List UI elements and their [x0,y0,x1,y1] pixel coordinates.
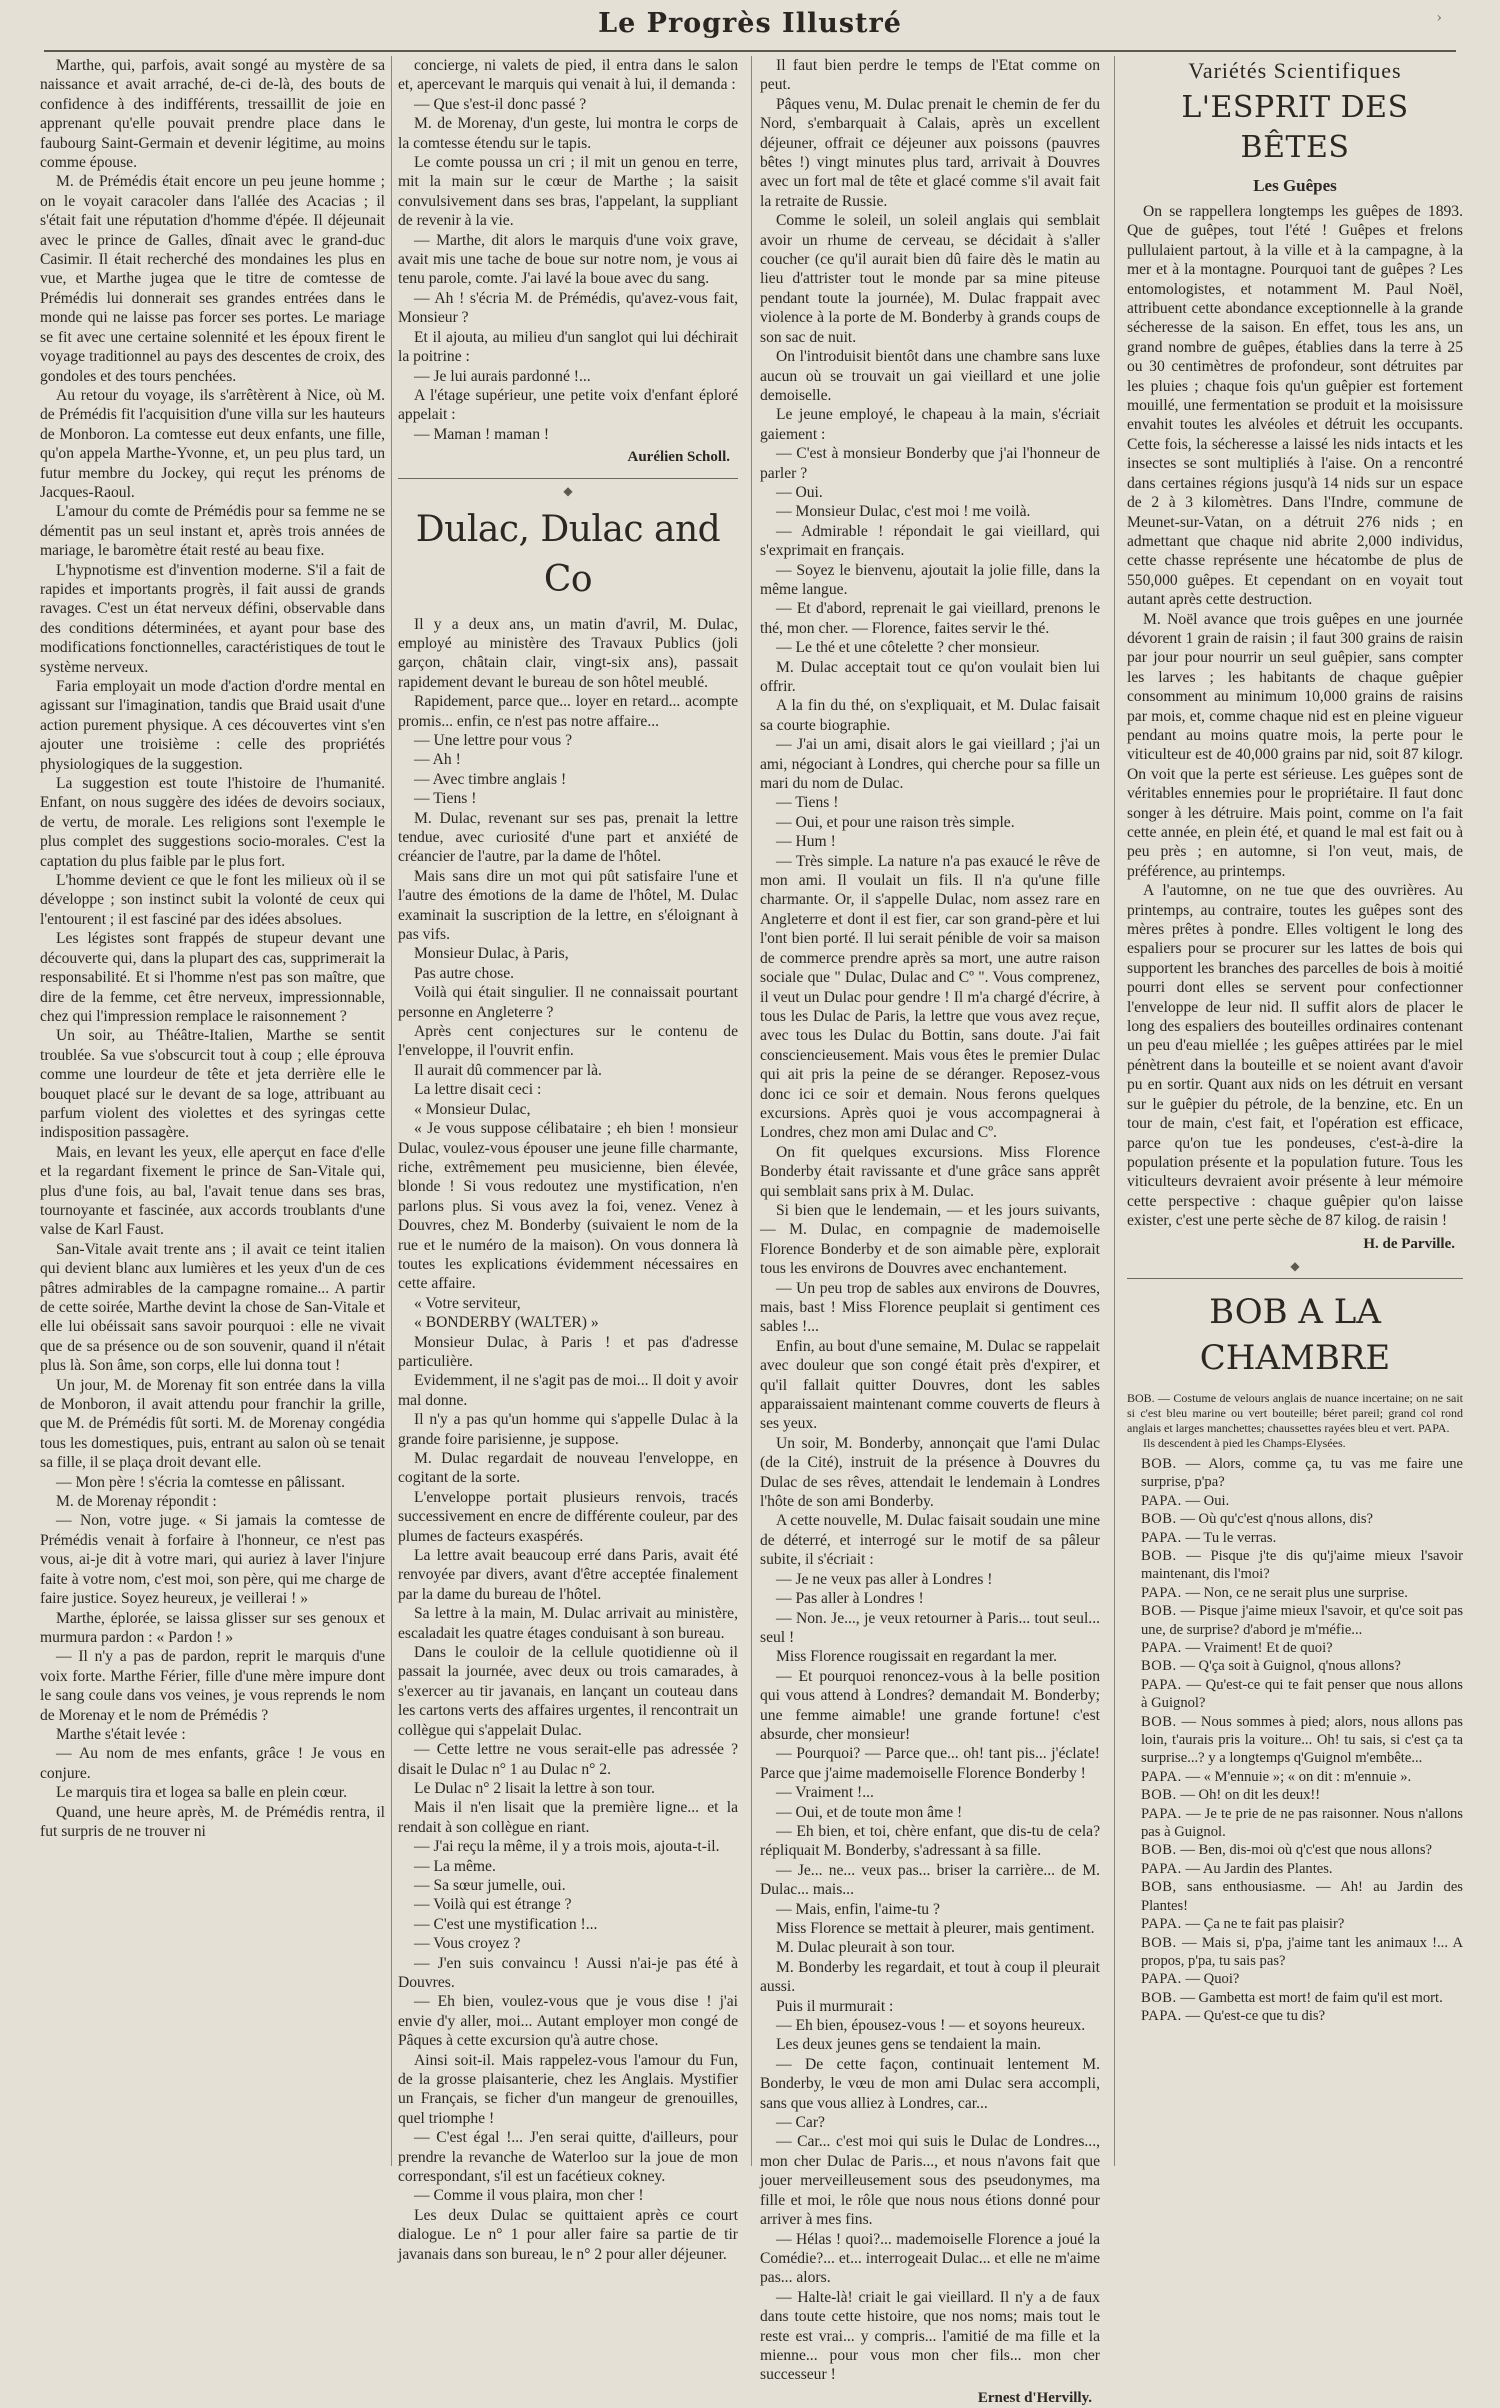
paragraph: — Avec timbre anglais ! [414,770,567,788]
dialogue-text: — Qu'est-ce que tu dis? [1185,2008,1326,2025]
paragraph: Le jeune employé, le chapeau à la main, s'écriait gaiement : [760,406,1100,443]
speaker: PAPA. [1141,1768,1182,1785]
dialogue-line [1127,1676,1463,1713]
dialogue-text: — Qu'est-ce qui te fait penser que nous allons à Guignol? [1141,1676,1463,1712]
dialogue-line [1127,1547,1463,1584]
speaker: BOB. [1141,1787,1177,1804]
dialogue-text: — « M'ennuie »; « on dit : m'ennuie ». [1185,1768,1412,1785]
speaker: PAPA. [1141,1492,1182,1509]
paragraph: M. Dulac regardait de nouveau l'enveloppe, en cogitant de la sorte. [398,1450,738,1487]
dialogue-text: — Gambetta est mort! de faim qu'il est mort. [1180,1989,1443,2006]
paragraph: — J'ai reçu la même, il y a trois mois, ajouta-t-il. [414,1838,720,1856]
paragraph: — Cette lettre ne vous serait-elle pas adressée ? disait le Dulac n° 1 au Dulac n° 2. [398,1741,738,1778]
section-rule [398,478,738,479]
paragraph: « Je vous suppose célibataire ; eh bien ! monsieur Dulac, voulez-vous épouser une jeune fille charmante, riche, extrêmement peu musicienne, bien élevée, blonde ! Si vous redoutez une mystification, n'en parlons plus. Si vous avez la foi, venez. Venez à Douvres, chez M. Bonderby (suivaient le nom de la rue et le numéro de la maison). On vous donnera là toutes les explications évidemment nécessaires en cette affaire. [398,1120,738,1293]
paragraph: Enfin, au bout d'une semaine, M. Dulac se rappelait avec douleur que son congé était près d'expirer, et qu'il fallait quitter Douvres, dont les sables apparaissaient maintenant comme couverts de fleurs à ses yeux. [760,1337,1100,1433]
paragraph: Un jour, M. de Morenay fit son entrée dans la villa de Monboron, il avait attendu pour franchir la grille, que M. de Prémédis fût sorti. M. de Morenay congédia tous les domestiques, puis, entrant au salon où se tenait sa fille, il se plaça droit devant elle. [40,1376,385,1472]
paragraph: — Pourquoi? — Parce que... oh! tant pis... j'éclate! Parce que j'aime mademoiselle Florence Bonderby ! [760,1745,1100,1782]
dialogue-line [1127,1639,1463,1657]
paragraph: « Monsieur Dulac, [414,1100,531,1118]
speaker: BOB. [1141,1934,1177,1951]
paragraph: Il faut bien perdre le temps de l'Etat comme on peut. [760,57,1100,94]
paragraph: — C'est à monsieur Bonderby que j'ai l'honneur de parler ? [760,445,1100,482]
dialogue-text: — Pisque j'te dis qu'j'aime mieux l'savoir maintenant, dis l'moi? [1141,1547,1463,1583]
speaker: PAPA. [1141,1860,1182,1877]
paragraph: L'amour du comte de Prémédis pour sa femme ne se démentit pas un seul instant et, après trois années de mariage, le baromètre était resté au beau fixe. [40,503,385,560]
paragraph: Il n'y a pas qu'un homme qui s'appelle Dulac à la grande foire parisienne, je suppose. [398,1411,738,1448]
dialogue-line [1127,1529,1463,1547]
paragraph: — Ah ! [414,751,461,769]
paragraph: L'hypnotisme est d'invention moderne. S'il a fait de rapides et importants progrès, il fait aussi de grands ravages. C'est un état nerveux défini, observable dans des conditions déterminées, et ayant pour base des modifications fonctionnelles, caractéristiques de tout le système nerveux. [40,561,385,676]
column-2 [398,56,738,2263]
paragraph: — J'ai un ami, disait alors le gai vieillard ; j'ai un ami, négociant à Londres, qui cherche pour sa fille un mari du nom de Dulac. [760,736,1100,793]
paragraph: Un soir, M. Bonderby, annonçait que l'ami Dulac (de la Cité), instruit de la présence à Douvres du Dulac de ses rêves, attendait le lendemain à Londres l'hôte de son ami Bonderby. [760,1434,1100,1511]
paragraph: M. de Prémédis était encore un peu jeune homme ; on le voyait caracoler dans l'allée des Acacias ; il s'était fait une réputation d'homme d'épée. Il déjeunait avec le prince de Galles, dînait avec le grand-duc Casimir. Il était recherché des mondaines les plus en vue, et Marthe jugea que le titre de comtesse de Prémédis lui donnerait ses grandes entrées dans le monde qui ne laisse pas forcer ses portes. Le mariage se fit avec une certaine solennité et les époux firent le voyage traditionnel au pays des descentes de croix, des gondoles et des tours penchées. [40,173,385,385]
paragraph: — Eh bien, voulez-vous que je vous dise ! j'ai envie d'y aller, moi... Autant employer mon congé de Pâques à cette excursion qu'à autre chose. [398,1993,738,2050]
paragraph: Le comte poussa un cri ; il mit un genou en terre, mit la main sur le cœur de Marthe ; la saisit convulsivement dans ses bras, l'appelant, la suppliant de revenir à la vie. [398,154,738,230]
paragraph: Pâques venu, M. Dulac prenait le chemin de fer du Nord, s'embarquait à Calais, après un excellent déjeuner, offrait ce déjeuner aux poissons (pauvres bêtes !) vingt minutes plus tard, arrivait à Douvres avec un fort mal de tête et glacé comme s'il avait fait la retraite de Russie. [760,95,1100,210]
paragraph: Dans le couloir de la cellule quotidienne où il passait la journée, avec deux ou trois camarades, à s'exercer au tir javanais, en lançant un couteau dans les cartons verts des affaires urgentes, il rencontrait un collègue qui s'appelait Dulac. [398,1644,738,1739]
column-rule [391,56,392,2166]
paragraph: Au retour du voyage, ils s'arrêtèrent à Nice, où M. de Prémédis fit l'acquisition d'une villa sur les hauteurs de Monboron. La comtesse eut deux enfants, une fille, qu'on appela Marthe-Yvonne, et, un peu plus tard, un futur membre du Jockey, qui reçut les prénoms de Jacques-Raoul. [40,386,385,501]
paragraph: — Comme il vous plaira, mon cher ! [414,2187,644,2205]
header-rule [44,50,1456,52]
paragraph: — Ah ! s'écria M. de Prémédis, qu'avez-vous fait, Monsieur ? [398,289,738,327]
paragraph: Marthe, qui, parfois, avait songé au mystère de sa naissance et avait arraché, de-ci de-là, des bouts de confidence à des indifférents, tressaillit de joie en apprenant qu'elle pouvait prendre place dans le faubourg Saint-Germain et devenir légitime, au moins comme épouse. [40,57,385,172]
dialogue-line [1127,1805,1463,1842]
paragraph: Quand, une heure après, M. de Prémédis rentra, il fut surpris de ne trouver ni [40,1803,385,1840]
paragraph: — Mon père ! s'écria la comtesse en pâlissant. [56,1473,346,1491]
speaker: PAPA. [1141,1916,1182,1933]
speaker: BOB. [1141,1455,1177,1472]
paragraph: — Car? [776,2114,825,2132]
paragraph: — Maman ! maman ! [414,425,550,443]
paragraph: Ainsi soit-il. Mais rappelez-vous l'amour du Fun, de la grosse plaisanterie, chez les Anglais. Mystifier un Français, se ficher d'un mangeur de grenouilles, quel triomphe ! [398,2051,738,2127]
paragraph: — Voilà qui est étrange ? [414,1896,572,1914]
dialogue-text: — Pisque j'aime mieux l'savoir, et qu'ce soit pas une, de surprise? d'abord je m'méfie... [1141,1603,1463,1638]
dialogue-text: — Q'ça soit à Guignol, q'nous allons? [1180,1658,1401,1675]
dialogue-line [1127,1970,1463,1988]
paragraph: — Mais, enfin, l'aime-tu ? [776,1900,940,1918]
dialogue-text: — Tu le verras. [1185,1529,1277,1546]
paragraph: Et il ajouta, au milieu d'un sanglot qui lui déchirait la poitrine : [398,328,738,366]
paragraph: A cette nouvelle, M. Dulac faisait soudain une mine de déterré, et interrogé sur le motif de sa pâleur subite, il s'écriait : [760,1512,1100,1569]
paragraph: — Marthe, dit alors le marquis d'une voix grave, avait mis une tache de boue sur notre nom, je vous ai tenu parole, comte. J'ai lavé la boue avec du sang. [398,231,738,288]
masthead-title: Le Progrès Illustré [598,8,902,39]
dialogue-line [1127,1786,1463,1804]
dialogue-line [1127,1768,1463,1786]
paragraph: Marthe s'était levée : [56,1725,186,1743]
paragraph: Evidemment, il ne s'agit pas de moi... Il doit y avoir mal donne. [398,1372,738,1409]
dialogue [1127,1455,1463,2026]
bob-title: BOB A LA CHAMBRE [1199,1291,1391,1378]
paragraph: Les deux Dulac se quittaient après ce court dialogue. Le n° 1 pour aller faire sa partie de tir javanais dans son bureau, le n° 2 pour aller déjeuner. [398,2206,738,2263]
paragraph: — C'est une mystification !... [414,1915,598,1933]
dialogue-line [1127,1915,1463,1933]
speaker: PAPA. [1141,1640,1182,1656]
paragraph: M. de Morenay, d'un geste, lui montra le corps de la comtesse étendu sur le tapis. [398,115,738,152]
speaker: PAPA. [1141,1805,1182,1822]
dialogue-text: — Quoi? [1185,1971,1240,1988]
paragraph: Les légistes sont frappés de stupeur devant une découverte qui, dans la plupart des cas, supprimerait la responsabilité. Et si l'homme n'est pas son maître, que dire de la femme, cet être nerveux, impressionnable, chez qui l'impression remplace le raisonnement ? [40,930,385,1025]
paragraph: — Sa sœur jumelle, oui. [414,1876,566,1894]
dialogue-text: — Ça ne te fait pas plaisir? [1185,1916,1345,1933]
paragraph: A l'étage supérieur, une petite voix d'enfant éploré appelait : [398,386,738,424]
paragraph: — Une lettre pour vous ? [414,731,573,749]
paragraph: M. de Morenay répondit : [56,1493,217,1511]
page-mark: › [1436,10,1442,26]
paragraph: M. Bonderby les regardait, et tout à coup il pleurait aussi. [760,1958,1100,1996]
paragraph: — Soyez le bienvenu, ajoutait la jolie fille, dans la même langue. [760,561,1100,598]
paragraph: — J'en suis convaincu ! Aussi n'ai-je pas été à Douvres. [398,1954,738,1991]
paragraph: M. Dulac pleurait à son tour. [776,1939,955,1957]
dialogue-text: — Je te prie de ne pas raisonner. Nous n'allons pas à Guignol. [1141,1805,1463,1841]
paragraph: — La même. [414,1857,496,1875]
ornament: ◆ [1290,1258,1300,1273]
paragraph: — De cette façon, continuait lentement M. Bonderby, le vœu de mon ami Dulac sera accompli, sans que vous alliez à Londres, car... [760,2055,1100,2112]
paragraph: — Vraiment !... [776,1784,874,1802]
paragraph: — Halte-là! criait le gai vieillard. Il n'y a de faux dans toute cette histoire, que nos noms; mais tout le reste est vrai... y compris... l'amitié de ma fille et la mienne... pour vous mon cher fils... mon cher successeur ! [760,2288,1100,2384]
speaker: PAPA. [1141,1676,1182,1693]
paragraph: Si bien que le lendemain, — et les jours suivants, — M. Dulac, en compagnie de mademoiselle Florence Bonderby et de son aimable père, explorait tous les environs de Douvres avec enchantement. [760,1201,1100,1278]
paragraph: Monsieur Dulac, à Paris, [414,945,569,963]
dialogue-text: — Alors, comme ça, tu vas me faire une surprise, p'pa? [1141,1455,1464,1491]
dialogue-line [1127,1713,1463,1768]
paragraph: — Oui. [776,483,823,501]
dialogue-line [1127,2007,1463,2025]
ornament: ◆ [563,483,573,498]
dialogue-text: — Oui. [1185,1492,1230,1509]
dialogue-line [1127,1878,1463,1915]
speaker: PAPA. [1141,2008,1182,2025]
speaker: BOB. [1141,1842,1177,1859]
paragraph: — Non. Je..., je veux retourner à Paris... tout seul... seul ! [760,1609,1100,1646]
paragraph: A l'automne, on ne tue que des ouvrières. Au printemps, au contraire, toutes les guêpes sont des mères prêtes à pondre. Elles voltigent le long des espaliers pour se procurer sur les lattes de bois qui supportent les branches des parcelles de bois à moitié pourri dont elles se servent pour confectionner l'enveloppe de leur nid. Il suffit alors de placer le long des espaliers des bouteilles ordinaires contenant un peu d'eau miellée ; les guêpes attirées par le miel pénètrent dans la bouteille et se noient avant d'avoir pu en sortir. Quant aux nids on les détruit en versant sur le guêpier du pétrole, de la benzine, etc. En un tour de main, c'est fait, et l'opération est efficace, parce qu'on tue les pondeuses, c'est-à-dire la population présente et la population future. Tous les viticulteurs devraient avoir présente à leur mémoire cette perspective : chaque guêpier qu'on laisse exister, c'est une perte sèche de 87 kilog. de raisin ! [1127,882,1463,1230]
paragraph: L'enveloppe portait plusieurs renvois, tracés successivement en encre de différente couleur, par des plumes de facteurs exaspérés. [398,1488,738,1545]
dialogue-line [1127,1510,1463,1528]
paragraph: « Votre serviteur, [414,1294,521,1312]
article-subtitle: Les Guêpes [1253,176,1337,195]
paragraph: — Oui, et de toute mon âme ! [776,1803,963,1821]
paragraph: — Il n'y a pas de pardon, reprit le marquis d'une voix forte. Marthe Férier, fille d'une mère impure dont le sang coule dans vos veines, je vous reprends le nom de Morenay et le nom de Prémédis ? [40,1648,385,1724]
dialogue-line [1127,1602,1463,1639]
paragraph: La suggestion est toute l'histoire de l'humanité. Enfant, on nous suggère des idées de devoirs sociaux, de vertu, de morale. Les religions sont l'exemple le plus complet des suggestions socio-morales. C'est la captation du plus faible par le plus fort. [40,775,385,870]
dulac-title: Dulac, Dulac and Co [415,508,721,600]
paragraph: Les deux jeunes gens se tendaient la main. [776,2036,1042,2054]
paragraph: — Très simple. La nature n'a pas exaucé le rêve de mon ami. Il voulait un fils. Il n'a qu'une fille charmante. Or, il s'appelle Dulac, nom assez rare en Angleterre et dont il est fier, car son grand-père et lui l'ont bien porté. Il lui serait pénible de voir sa maison de commerce prendre après sa mort, une autre raison sociale que " Dulac, Dulac and Cº ". Vous comprenez, il veut un Dulac pour gendre ! Il m'a chargé d'écrire, à tous les Dulac de Paris, la lettre que vous avez reçue, avec tous les Dulac du Bottin, sans doute. J'ai fait consciencieusement. Mais vous êtes le premier Dulac qui ait pris la peine de se déranger. Reposez-vous donc ici ce soir et demain. Nous ferons quelques excursions. Après quoi je vous accompagnerai à Londres, chez mon ami Dulac and Cº. [760,852,1100,1142]
paragraph: — Vous croyez ? [414,1935,521,1953]
paragraph: A la fin du thé, on s'expliquait, et M. Dulac faisait sa courte biographie. [760,697,1100,734]
article-title: L'ESPRIT DES BÊTES [1181,90,1409,165]
paragraph: — Eh bien, et toi, chère enfant, que dis-tu de cela? répliquait M. Bonderby, s'adressant à sa fille. [760,1822,1100,1860]
rubric-title: Variétés Scientifiques [1188,58,1402,83]
dialogue-line [1127,1841,1463,1859]
paragraph: — Tiens ! [414,790,477,808]
paragraph: — Au nom de mes enfants, grâce ! Je vous en conjure. [40,1745,385,1782]
paragraph: Sa lettre à la main, M. Dulac arrivait au ministère, escaladait les quatre étages conduisant à son bureau. [398,1605,738,1642]
paragraph: — Je lui aurais pardonné !... [414,367,591,385]
paragraph: Mais, en levant les yeux, elle aperçut en face d'elle et la regardant fixement le prince de San-Vitale qui, plus d'une fois, au bal, l'avait tenue dans ses bras, tournoyante et fascinée, aux accords troublants d'une valse de Karl Faust. [40,1143,385,1239]
paragraph: — Non, votre juge. « Si jamais la comtesse de Prémédis venait à forfaire à l'honneur, ce n'est pas vous, ai-je dit à votre mari, qui auriez à laver l'injure faite à votre nom, c'est moi, son père, qui me charge de faire justice. Soyez heureux, je veillerai ! » [40,1512,385,1608]
scholl-signature: Aurélien Scholl. [627,449,730,466]
dialogue-line [1127,1934,1463,1971]
dialogue-line [1127,1860,1463,1878]
speaker: BOB. [1141,1547,1177,1564]
paragraph: — Le thé et une côtelette ? cher monsieur. [776,639,1040,657]
paragraph: — Admirable ! répondait le gai vieillard, qui s'exprimait en français. [760,522,1100,560]
paragraph: — Hum ! [776,833,836,851]
dialogue-line [1127,1584,1463,1602]
paragraph: — Eh bien, épousez-vous ! — et soyons heureux. [776,2017,1086,2035]
dialogue-text: — Nous sommes à pied; alors, nous allons pas loin, t'aurais pris la voiture... Oh! tu sais, si c'est ça ta surprise...? y a longtemps q'Guignol m'embête... [1141,1713,1463,1767]
speaker: BOB, [1141,1879,1177,1896]
paragraph: — Et pourquoi renoncez-vous à la belle position qui vous attend à Londres? demandait M. Bonderby; une femme aimable! une grande fortune! c'est absurde, cher monsieur! [760,1667,1100,1743]
paragraph: Marthe, éplorée, se laissa glisser sur ses genoux et murmura pardon : « Pardon ! » [40,1609,385,1646]
paragraph: — Je ne veux pas aller à Londres ! [776,1570,993,1588]
paragraph: On se rappellera longtemps les guêpes de 1893. Que de guêpes, tout l'été ! Guêpes et frelons pullulaient partout, à la ville et à la campagne, à la mer et à la montagne. Pourquoi tant de guêpes ? Les entomologistes, et notamment M. Paul Noël, attribuent cette abondance exceptionnelle à la grande sécheresse de la saison. En effet, tous les ans, un grand nombre de guêpes, établies dans la terre à 25 ou 30 centimètres de profondeur, sont détruites par les pluies ; chaque fois qu'un guêpier est fortement mouillé, une fermentation se produit et la moisissure envahit toutes les alvéoles et détruit les occupants. Cette fois, la sécheresse a laissé les nids intacts et les insectes se sont multipliés à l'aise. On a rencontré dans certaines régions jusqu'à 14 nids sur un espace de 2 à 3 kilomètres. Dans l'Indre, commune de Meunet-sur-Vatan, on a détruit 276 nids ; en admettant que chaque nid abrite 2,000 individus, cette chasse représente une hécatombe de plus de 550,000 guêpes. Et cependant on en voyait tout autant après cette destruction. [1127,203,1463,609]
paragraph: — Car... c'est moi qui suis le Dulac de Londres..., mon cher Dulac de Paris..., et nous n'avons fait que jouer merveilleusement sous des pseudonymes, ma fille et moi, le rôle que nous nous étions donné pour arriver à mes fins. [760,2133,1100,2229]
paragraph: Rapidement, parce que... loyer en retard... acompte promis... enfin, ce n'est pas notre affaire... [398,693,738,730]
paragraph: — Tiens ! [776,794,839,812]
speaker: BOB. [1141,1989,1177,2006]
paragraph: Miss Florence rougissait en regardant la mer. [776,1648,1058,1666]
paragraph: San-Vitale avait trente ans ; il avait ce teint italien qui devient blanc aux lumières et les yeux d'un de ces pâtres admirables de la campagne romaine... A partir de cette soirée, Marthe devint la chose de San-Vitale et elle lui obéissait sans savoir pourquoi : elle ne vivait que de sa présence ou de son souvenir, quand il n'était plus là. Son âme, son corps, elle lui donna tout ! [40,1240,385,1375]
hervilly-signature: Ernest d'Hervilly. [977,2389,1092,2406]
column-3 [760,56,1100,2406]
paragraph: On fit quelques excursions. Miss Florence Bonderby était ravissante et d'une grâce sans apprêt qui semblait sans prix à M. Dulac. [760,1143,1100,1200]
stage-directions: Ils descendent à pied les Champs-Elysées. [1143,1435,1346,1450]
dialogue-text: sans enthousiasme. — Ah! au Jardin des Plantes! [1141,1879,1463,1914]
dialogue-text: — Ben, dis-moi où q'c'est que nous allons? [1180,1842,1433,1859]
column-1 [40,56,385,2174]
paragraph: « BONDERBY (WALTER) » [414,1314,599,1332]
dialogue-text: — Vraiment! Et de quoi? [1185,1640,1333,1656]
paragraph: Il y a deux ans, un matin d'avril, M. Dulac, employé au ministère des Travaux Publics (joli garçon, châtain clair, vingt-six ans), passait rapidement devant le bureau de son hôtel meublé. [398,615,738,691]
dialogue-line [1127,1657,1463,1675]
paragraph: On l'introduisit bientôt dans une chambre sans luxe aucun où se trouvait un gai vieillard et une jolie demoiselle. [760,348,1100,404]
paragraph: Le marquis tira et logea sa balle en plein cœur. [56,1784,347,1802]
paragraph: Un soir, au Théâtre-Italien, Marthe se sentit troublée. Sa vue s'obscurcit tout à coup ; elle éprouva comme une lourdeur de tête et jeta derrière elle le bouquet placé sur le devant de sa loge, attribuant au parfum violent des violettes et des syringas cette indisposition passagère. [40,1027,385,1142]
paragraph: L'homme devient ce que le font les milieux où il se développe ; son instinct subit la volonté de ceux qui l'entourent ; il est fasciné par des idées absolues. [40,872,385,928]
paragraph: — Et d'abord, reprenait le gai vieillard, prenons le thé, mon cher. — Florence, faites servir le thé. [760,600,1100,637]
paragraph: La lettre disait ceci : [414,1081,542,1099]
column-4 [1127,56,1463,2174]
stage-directions: BOB. — Costume de velours anglais de nuance incertaine; on ne sait si c'est bleu marine ou vert bouteille; béret pareil; grand col rond anglais et larges manchettes; chaussettes rayées bleu et vert. PAPA. [1127,1390,1463,1435]
dialogue-text: — Mais si, p'pa, j'aime tant les animaux !... A propos, p'pa, tu sais pas? [1141,1934,1463,1969]
speaker: BOB. [1141,1658,1177,1675]
speaker: PAPA. [1141,1584,1182,1601]
paragraph: — Monsieur Dulac, c'est moi ! me voilà. [776,503,1031,521]
paragraph: concierge, ni valets de pied, il entra dans le salon et, apercevant le marquis qui venait à lui, il demanda : [398,57,738,94]
dialogue-text: — Au Jardin des Plantes. [1185,1860,1333,1877]
paragraph: — Un peu trop de sables aux environs de Douvres, mais, bast ! Miss Florence peuplait si gentiment ces sables !... [760,1279,1100,1336]
parville-signature: H. de Parville. [1363,1235,1455,1252]
paragraph: M. Dulac acceptait tout ce qu'on voulait bien lui offrir. [760,658,1100,695]
paragraph: — C'est égal !... J'en serai quitte, d'ailleurs, pour prendre la revanche de Waterloo sur la joue de mon correspondant, s'il est un facétieux cokney. [398,2129,738,2186]
dialogue-text: — Oh! on dit les deux!! [1180,1787,1321,1804]
paragraph: Le Dulac n° 2 lisait la lettre à son tour. [414,1779,655,1797]
speaker: BOB. [1141,1511,1177,1528]
column-rule [1114,56,1115,2166]
paragraph: Comme le soleil, un soleil anglais qui semblait avoir un rhume de cerveau, se décidait à s'aller coucher (ce qu'il aurait bien dû faire dès le matin au lieu d'attrister tout le monde par sa mine piteuse pendant toute la journée), M. Dulac frappait avec violence à la porte de M. Bonderby à grands coups de son sac de nuit. [760,212,1100,346]
dialogue-text: — Non, ce ne serait plus une surprise. [1185,1584,1408,1601]
paragraph: — Oui, et pour une raison très simple. [776,813,1015,831]
dialogue-line [1127,1455,1463,1492]
paragraph: — Je... ne... veux pas... briser la carrière... de M. Dulac... mais... [760,1861,1100,1899]
paragraph: M. Noël avance que trois guêpes en une journée dévorent 1 grain de raisin ; il faut 300 grains de raisin par jour pour nourrir un seul guêpier, sans compter les larves ; les habitants de chaque guêpier consomment au minimum 10,000 grains de raisins par mois, et, comme chaque nid est en pleine vigueur pendant au moins quatre mois, la perte pour le viticulteur est de 40,000 grains par nid, soit 87 kilogr. On voit que la perte est sérieuse. Les guêpes sont de véritables ennemies pour le propriétaire. Il faut donc songer à les détruire. Mais point, comme on l'a fait cette année, en plein été, et quand le mal est fait ou à peu près ; en automne, si l'on veut, mais, de préférence, au printemps. [1127,610,1463,880]
paragraph: M. Dulac, revenant sur ses pas, prenait la lettre tendue, avec curiosité d'une part et anxiété de créancier de l'autre, par la dame de l'hôtel. [398,809,738,866]
paragraph: Miss Florence se mettait à pleurer, mais gentiment. [776,1920,1095,1937]
paragraph: Mais il n'en lisait que la première ligne... et la rendait à son collègue en riant. [398,1799,738,1836]
paragraph: Faria employait un mode d'action d'ordre mental en agissant sur l'imagination, tandis que Braid usait d'une action purement physique. A ces découvertes vint s'en ajouter une troisième : celle des propriétés physiologiques de la suggestion. [40,678,385,773]
paragraph: Pas autre chose. [414,964,515,982]
paragraph: — Hélas ! quoi?... mademoiselle Florence a joué la Comédie?... et... interrogeait Dulac... et elle ne m'aime pas... alors. [760,2230,1100,2287]
paragraph: La lettre avait beaucoup erré dans Paris, avait été renvoyée par divers, avant d'être acceptée finalement par la dame du bureau de l'hôtel. [398,1547,738,1603]
column-rule [751,56,752,2166]
paragraph: Après cent conjectures sur le contenu de l'enveloppe, il l'ouvrit enfin. [398,1023,738,1060]
paragraph: Il aurait dû commencer par là. [414,1061,602,1079]
paragraph: Mais sans dire un mot qui pût satisfaire l'une et l'autre des émotions de la dame de l'hôtel, M. Dulac examinait la suscription de la lettre, en s'éloignant à pas vifs. [398,867,738,944]
section-rule [1127,1278,1463,1279]
speaker: BOB. [1141,1713,1177,1730]
speaker: PAPA. [1141,1971,1182,1988]
dialogue-line [1127,1492,1463,1510]
speaker: BOB. [1141,1603,1177,1620]
dialogue-line [1127,1989,1463,2007]
paragraph: — Pas aller à Londres ! [776,1590,924,1608]
dialogue-text: — Où qu'c'est q'nous allons, dis? [1180,1511,1374,1528]
speaker: PAPA. [1141,1529,1182,1546]
paragraph: Monsieur Dulac, à Paris ! et pas d'adresse particulière. [398,1333,738,1370]
paragraph: Voilà qui était singulier. Il ne connaissait pourtant personne en Angleterre ? [398,984,738,1021]
paragraph: — Que s'est-il donc passé ? [414,95,587,113]
paragraph: Puis il murmurait : [776,1997,894,2015]
